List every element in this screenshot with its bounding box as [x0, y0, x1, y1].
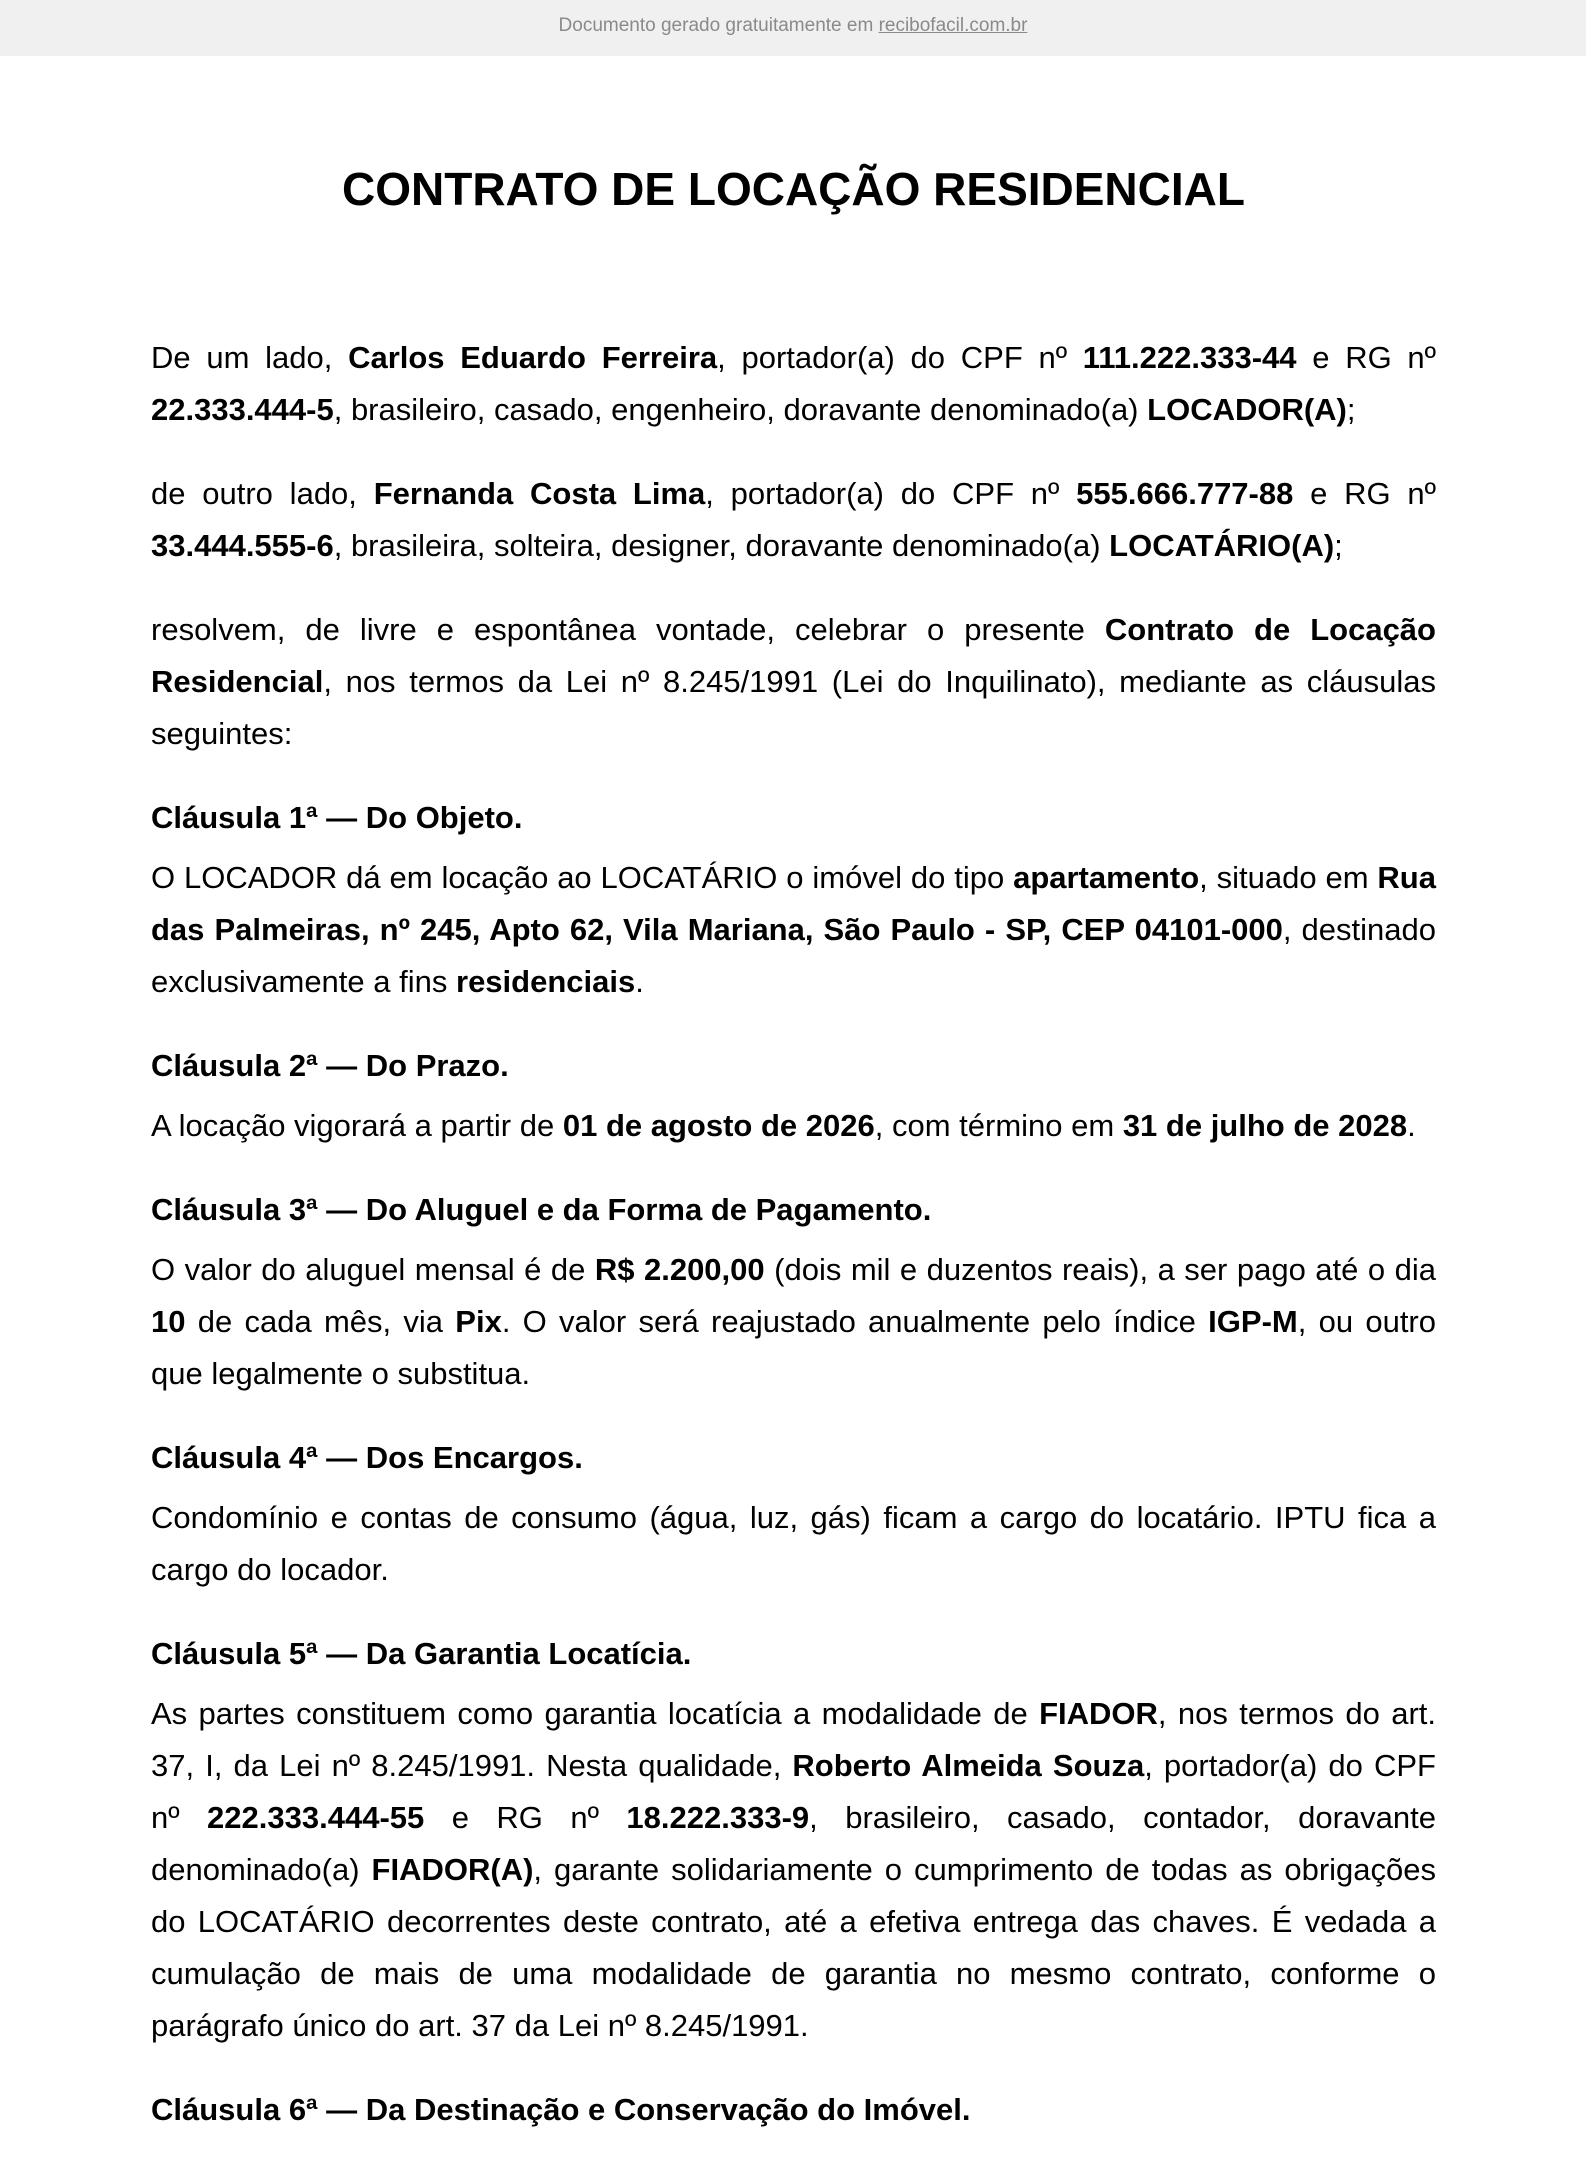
locatario-cpf-label: , portador(a) do CPF nº: [705, 476, 1060, 511]
lease-end-date: 31 de julho de 2028: [1122, 1108, 1408, 1143]
clause-3-text-part: (dois mil e duzentos reais), a ser pago até o dia: [774, 1252, 1436, 1287]
locatario-role: LOCATÁRIO(A): [1109, 528, 1335, 563]
locatario-name: Fernanda Costa Lima: [373, 476, 706, 511]
clause-1-text-part: .: [635, 964, 644, 999]
locatario-rg-label: e RG nº: [1310, 476, 1436, 511]
locador-paragraph: [151, 332, 1436, 436]
locatario-paragraph: [151, 468, 1436, 572]
locador-end: ;: [1346, 392, 1356, 427]
locatario-cpf: 555.666.777-88: [1076, 476, 1294, 511]
clause-5-text-part: e RG nº: [451, 1800, 599, 1835]
lease-start-date: 01 de agosto de 2026: [562, 1108, 875, 1143]
locador-rg: 22.333.444-5: [151, 392, 334, 427]
clause-6-title: Cláusula 6ª — Da Destinação e Conservação do Imóvel.: [151, 2092, 971, 2127]
clause-2-title: Cláusula 2ª — Do Prazo.: [151, 1048, 509, 1083]
clause-4-title: Cláusula 4ª — Dos Encargos.: [151, 1440, 583, 1475]
property-type: apartamento: [1013, 860, 1200, 895]
locador-intro: De um lado,: [151, 340, 333, 375]
locador-details: , brasileiro, casado, engenheiro, doravante denominado(a): [333, 392, 1139, 427]
property-purpose: residenciais: [456, 964, 636, 999]
contract-body: [151, 332, 1436, 2136]
contract-title: CONTRATO DE LOCAÇÃO RESIDENCIAL: [342, 163, 1245, 215]
payment-method: Pix: [455, 1304, 502, 1339]
clause-2-text-part: .: [1407, 1108, 1416, 1143]
clause-2-text: [151, 1100, 1436, 1152]
locador-role: LOCADOR(A): [1147, 392, 1347, 427]
clause-3-text-part: de cada mês, via: [197, 1304, 444, 1339]
clause-2-text-part: , com término em: [874, 1108, 1115, 1143]
clause-5-text-part: , garante solidariamente o cumprimento de todas as obrigações do LOCATÁRIO decorrentes deste contrato, até a efetiva entrega das chaves. É vedada a cumulação de mais de uma modalidade de garantia no mesmo contrato, conforme o parágrafo único do art. 37 da Lei nº 8.245/1991.: [151, 1852, 1436, 2043]
locador-cpf-label: , portador(a) do CPF nº: [717, 340, 1068, 375]
clause-5-text-part: As partes constituem como garantia locatícia a modalidade de: [151, 1696, 1028, 1731]
clause-1-title: Cláusula 1ª — Do Objeto.: [151, 800, 523, 835]
locador-rg-label: e RG nº: [1312, 340, 1436, 375]
generated-by-banner: [0, 0, 1586, 56]
payment-day: 10: [151, 1304, 186, 1339]
clause-4-text: Condomínio e contas de consumo (água, luz, gás) ficam a cargo do locatário. IPTU fica a cargo do locador.: [151, 1500, 1436, 1587]
resolution-rest: , nos termos da Lei nº 8.245/1991 (Lei do Inquilinato), mediante as cláusulas seguintes:: [151, 664, 1436, 751]
clause-3-title: Cláusula 3ª — Do Aluguel e da Forma de Pagamento.: [151, 1192, 932, 1227]
guarantor-role: FIADOR(A): [371, 1852, 534, 1887]
clause-5-text-part: , brasileiro, casado, contador, doravante denominado(a): [151, 1800, 1436, 1887]
locatario-rg: 33.444.555-6: [151, 528, 334, 563]
resolution-paragraph: [151, 604, 1436, 760]
clause-5-text: [151, 1688, 1436, 2052]
guarantor-name: Roberto Almeida Souza: [792, 1748, 1145, 1783]
clause-1-text-part: O LOCADOR dá em locação ao LOCATÁRIO o imóvel do tipo: [151, 860, 1005, 895]
locatario-intro: de outro lado,: [151, 476, 357, 511]
guarantee-type: FIADOR: [1039, 1696, 1158, 1731]
locatario-end: ;: [1334, 528, 1343, 563]
clause-5-text-part: , portador(a) do CPF nº: [151, 1748, 1436, 1835]
clause-3-text-part: , ou outro que legalmente o substitua.: [151, 1304, 1436, 1391]
clause-1-text-part: , situado em: [1199, 860, 1369, 895]
clause-1-text: [151, 852, 1436, 1008]
clause-5-text-part: , nos termos do art. 37, I, da Lei nº 8.245/1991. Nesta qualidade,: [151, 1696, 1436, 1783]
guarantor-cpf: 222.333.444-55: [207, 1800, 425, 1835]
locador-cpf: 111.222.333-44: [1082, 340, 1297, 375]
clause-2-text-part: A locação vigorará a partir de: [151, 1108, 555, 1143]
resolution-intro: resolvem, de livre e espontânea vontade, celebrar o presente: [151, 612, 1085, 647]
adjustment-index: IGP-M: [1208, 1304, 1298, 1339]
guarantor-rg: 18.222.333-9: [626, 1800, 810, 1835]
contract-page: [151, 56, 1436, 2144]
contract-name: Contrato de Locação Residencial: [151, 612, 1436, 699]
locatario-details: , brasileira, solteira, designer, doravante denominado(a): [333, 528, 1101, 563]
clause-1-text-part: , destinado exclusivamente a fins: [151, 912, 1437, 999]
clause-3-text-part: . O valor será reajustado anualmente pelo índice: [501, 1304, 1196, 1339]
banner-text: Documento gerado gratuitamente em: [558, 15, 874, 36]
rent-value: R$ 2.200,00: [594, 1252, 765, 1287]
clause-3-text-part: O valor do aluguel mensal é de: [151, 1252, 586, 1287]
locador-name: Carlos Eduardo Ferreira: [348, 340, 718, 375]
clause-5-title: Cláusula 5ª — Da Garantia Locatícia.: [151, 1636, 692, 1671]
banner-link[interactable]: recibofacil.com.br: [878, 15, 1028, 36]
property-address: Rua das Palmeiras, nº 245, Apto 62, Vila Mariana, São Paulo - SP, CEP 04101-000: [151, 860, 1436, 947]
clause-3-text: [151, 1244, 1436, 1400]
